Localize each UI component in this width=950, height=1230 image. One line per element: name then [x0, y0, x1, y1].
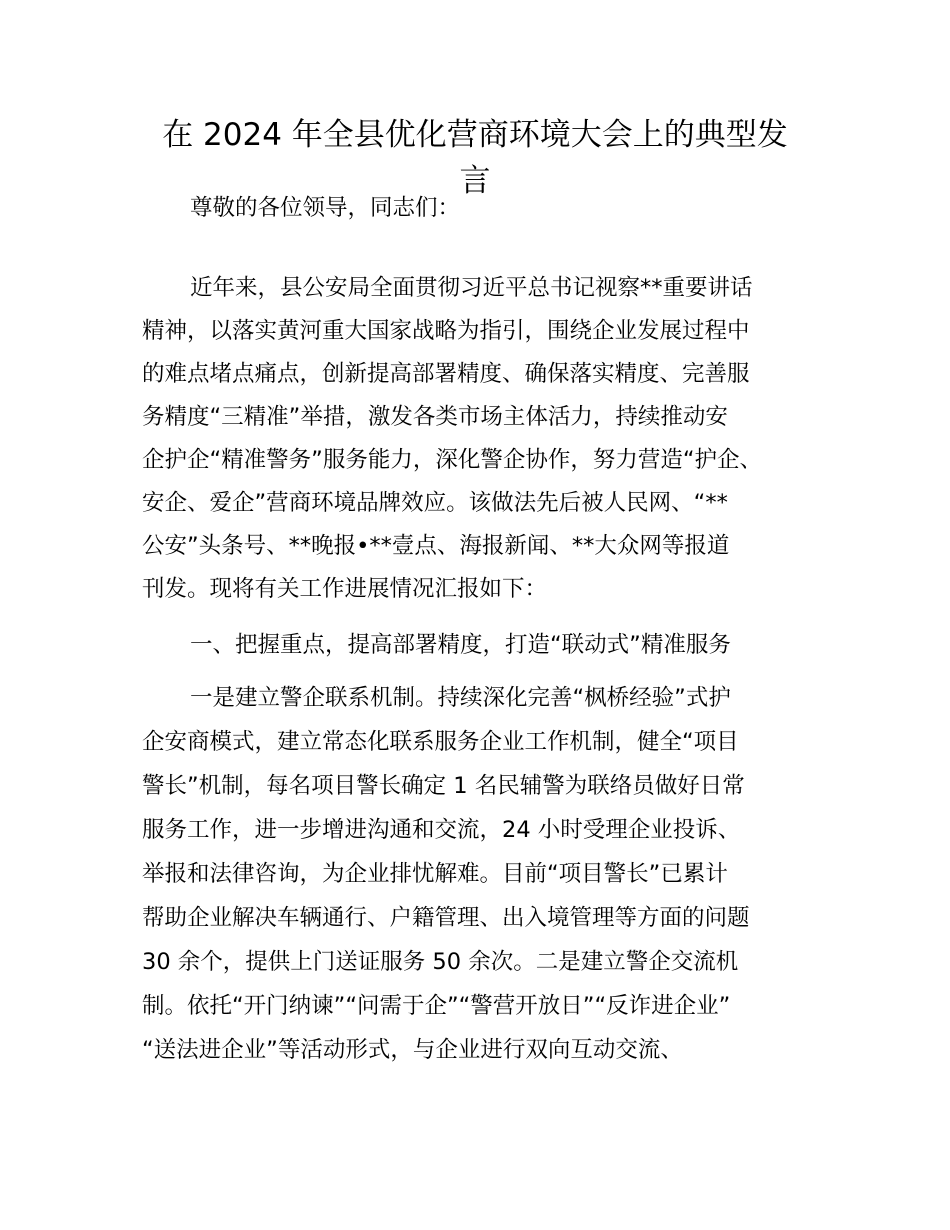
- body-line: 安企、爱企”营商环境品牌效应。该做法先后被人民网、“**: [142, 490, 728, 516]
- body-line: 帮助企业解决车辆通行、户籍管理、出入境管理等方面的问题: [142, 905, 750, 931]
- body-line: “送法进企业”等活动形式，与企业进行双向互动交流、: [142, 1037, 683, 1063]
- body-line: 服务工作，进一步增进沟通和交流，24 小时受理企业投诉、: [142, 817, 741, 843]
- body-line: 刊发。现将有关工作进展情况汇报如下：: [142, 576, 548, 602]
- body-line: 的难点堵点痛点，创新提高部署精度、确保落实精度、完善服: [142, 361, 750, 387]
- body-line: 精神，以落实黄河重大国家战略为指引，围绕企业发展过程中: [142, 318, 750, 344]
- body-line: 警长”机制，每名项目警长确定 1 名民辅警为联络员做好日常: [142, 773, 745, 799]
- section-heading: 一、把握重点，提高部署精度，打造“联动式”精准服务: [190, 632, 731, 658]
- body-line: 一是建立警企联系机制。持续深化完善“枫桥经验”式护: [190, 685, 731, 711]
- title-line-2: 言: [459, 163, 491, 199]
- title-line-1: 在 2024 年全县优化营商环境大会上的典型发: [162, 117, 788, 153]
- body-line: 制。依托“开门纳谏”“问需于企”“警营开放日”“反诈进企业”: [142, 993, 731, 1019]
- body-line: 企安商模式，建立常态化联系服务企业工作机制，健全“项目: [142, 729, 739, 755]
- body-line: 务精度“三精准”举措，激发各类市场主体活力，持续推动安: [142, 404, 728, 430]
- document-title: [140, 112, 810, 204]
- body-line: 企护企“精准警务”服务能力，深化警企协作，努力营造“护企、: [142, 447, 762, 473]
- body-line: 近年来，县公安局全面贯彻习近平总书记视察**重要讲话: [190, 275, 753, 301]
- salutation: 尊敬的各位领导，同志们：: [190, 195, 461, 221]
- body-line: 30 余个，提供上门送证服务 50 余次。二是建立警企交流机: [142, 949, 739, 975]
- body-line: 公安”头条号、**晚报•**壹点、海报新闻、**大众网等报道: [142, 533, 730, 559]
- body-line: 举报和法律咨询，为企业排忧解难。目前“项目警长”已累计: [142, 861, 728, 887]
